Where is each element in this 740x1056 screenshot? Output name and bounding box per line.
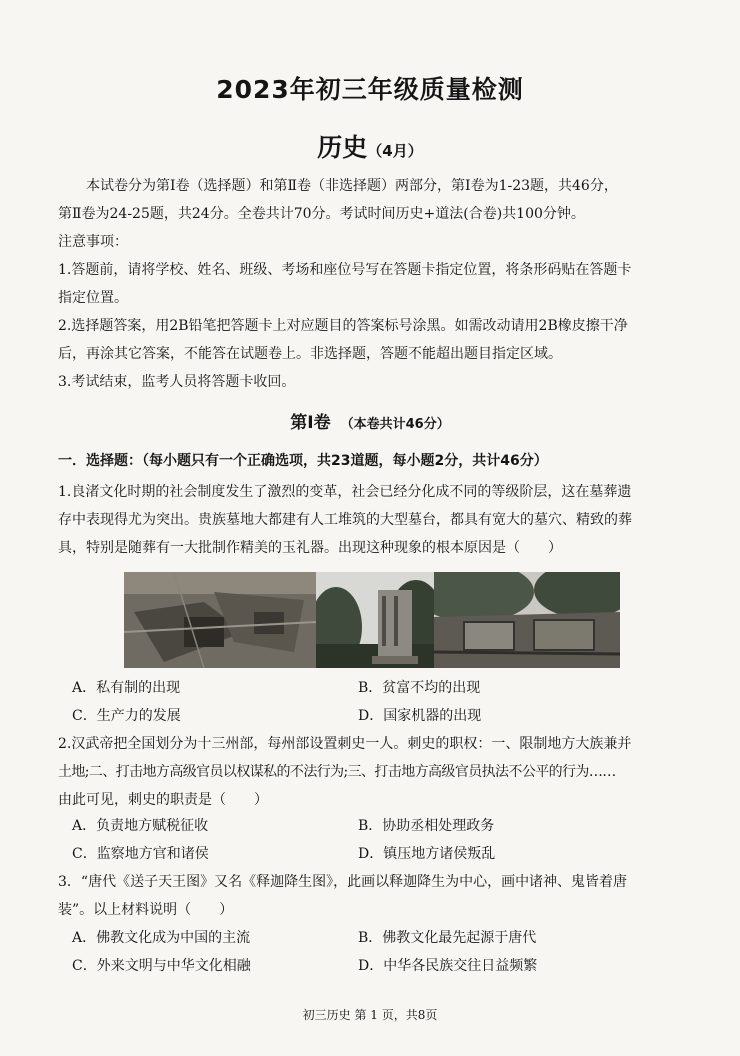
question-1-options: [58, 674, 686, 730]
exam-month: （4月）: [367, 142, 423, 160]
question-1: [58, 478, 686, 562]
option-d[interactable]: D．国家机器的出现: [358, 708, 482, 724]
question-line: 具，特别是随葬有一大批制作精美的玉礼器。出现这种现象的根本原因是（ ）: [58, 540, 562, 556]
option-a[interactable]: A．私有制的出现: [72, 680, 181, 696]
question-line: 土地;二、打击地方高级官员以权谋私的不法行为;三、打击地方高级官员执法不公平的行为……: [58, 764, 616, 780]
option-b[interactable]: B．协助丞相处理政务: [358, 818, 495, 834]
notice-line: 后，再涂其它答案，不能答在试题卷上。非选择题，答题不能超出题目指定区域。: [58, 346, 562, 362]
intro-line: 第Ⅱ卷为24-25题，共24分。全卷共计70分。考试时间历史+道法(合卷)共100分钟。: [58, 206, 585, 222]
question-3: [58, 868, 686, 924]
option-d[interactable]: D．镇压地方诸侯叛乱: [358, 846, 496, 862]
question-line: 由此可见，刺史的职责是（ ）: [58, 792, 268, 808]
question-line: 3．“唐代《送子天王图》又名《释迦降生图》，此画以释迦降生为中心，画中诸神、鬼皆着唐: [58, 874, 628, 890]
question-2-options: [58, 812, 686, 868]
question-2: [58, 730, 686, 814]
notice-line: 2.选择题答案，用2B铅笔把答题卡上对应题目的答案标号涂黑。如需改动请用2B橡皮擦干净: [58, 318, 628, 334]
notice-line: 3.考试结束，监考人员将答题卡收回。: [58, 374, 296, 390]
section-name: 第Ⅰ卷: [290, 413, 331, 433]
question-line: 装”。以上材料说明（ ）: [58, 902, 234, 918]
intro-block: [58, 172, 686, 396]
section-title: [0, 408, 740, 433]
intro-line: 本试卷分为第Ⅰ卷（选择题）和第Ⅱ卷（非选择题）两部分，第Ⅰ卷为1-23题，共46分，: [86, 178, 618, 194]
subject-name: 历史: [317, 133, 368, 162]
section-note: （本卷共计46分）: [340, 417, 450, 432]
option-a[interactable]: A．负责地方赋税征收: [72, 818, 209, 834]
option-d[interactable]: D．中华各民族交往日益频繁: [358, 958, 538, 974]
notice-label: 注意事项：: [58, 234, 128, 250]
excavation-photo-left: [124, 572, 316, 668]
question-line: 存中表现得尤为突出。贵族墓地大都建有人工堆筑的大型墓台，都具有宽大的墓穴、精致的葬: [58, 512, 632, 528]
page-footer: 初三历史 第 1 页，共8页: [302, 1008, 438, 1022]
subject-title: [0, 128, 740, 164]
tomb-site-photo: [434, 572, 620, 668]
option-c[interactable]: C．外来文明与中华文化相融: [72, 958, 251, 974]
section-heading: 一．选择题：（每小题只有一个正确选项，共23道题，每小题2分，共计46分）: [58, 453, 548, 469]
option-c[interactable]: C．监察地方官和诸侯: [72, 846, 209, 862]
question-3-options: [58, 924, 686, 980]
question-line: 1.良渚文化时期的社会制度发生了激烈的变革，社会已经分化成不同的等级阶层，这在墓葬遗: [58, 484, 632, 500]
option-b[interactable]: B．贫富不均的出现: [358, 680, 481, 696]
question-line: 2.汉武帝把全国划分为十三州部，每州部设置刺史一人。刺史的职权：一、限制地方大族兼并: [58, 736, 632, 752]
option-c[interactable]: C．生产力的发展: [72, 708, 181, 724]
exam-title: 2023年初三年级质量检测: [216, 75, 524, 104]
notice-line: 1.答题前，请将学校、姓名、班级、考场和座位号写在答题卡指定位置，将条形码贴在答题卡: [58, 262, 632, 278]
question-1-photos: [124, 572, 620, 668]
option-b[interactable]: B．佛教文化最先起源于唐代: [358, 930, 537, 946]
option-a[interactable]: A．佛教文化成为中国的主流: [72, 930, 251, 946]
notice-line: 指定位置。: [58, 290, 128, 306]
monument-photo: [316, 572, 434, 668]
